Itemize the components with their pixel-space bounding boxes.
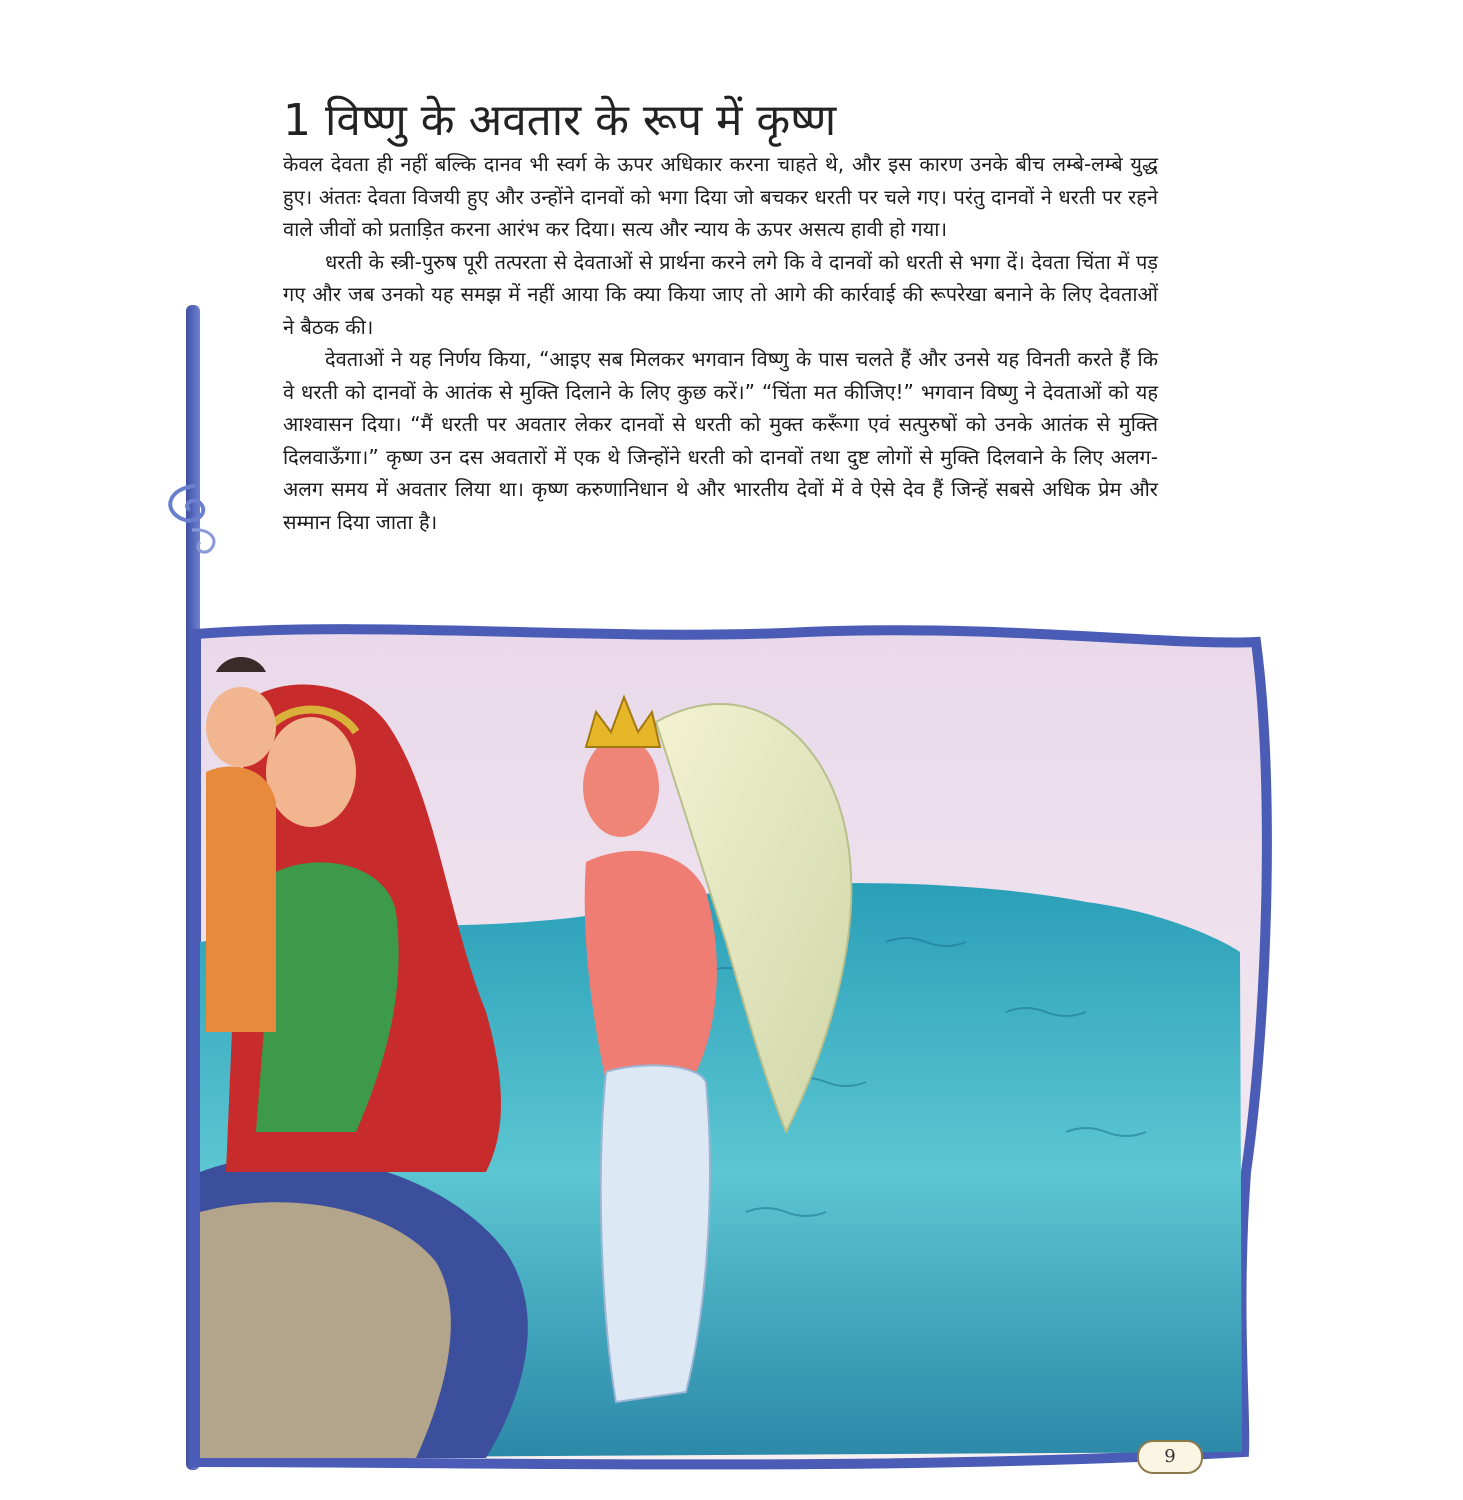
swirl-ornament-icon <box>150 478 240 558</box>
deity-figure <box>585 851 717 1082</box>
paragraph-2: धरती के स्त्री-पुरुष पूरी तत्परता से देवताओं से प्रार्थना करने लगे कि वे दानवों को धरती से भगा दें। देवता चिंता में पड़ गए और जब उनको यह समझ में नहीं आया कि क्या किया जाए तो आगे की कार्रवाई की रूपरेखा बनाने के लिए देवताओं ने बैठक की। <box>283 249 1158 339</box>
chapter-heading: 1 विष्णु के अवतार के रूप में कृष्ण <box>283 95 837 146</box>
paragraph-3: देवताओं ने यह निर्णय किया, “आइए सब मिलकर भगवान विष्णु के पास चलते हैं और उनसे यह विनती करते हैं कि वे धरती को दानवों के आतंक से मुक्ति दिलाने के लिए कुछ करें।” “चिंता मत कीजिए!” भगवान विष्णु ने देवताओं को यह आश्वासन दिया। “मैं धरती पर अवतार लेकर दानवों से धरती को मुक्त करूँगा एवं सत्पुरुषों को उनके आतंक से मुक्ति दिलवाऊँगा।” कृष्ण उन दस अवतारों में एक थे जिन्होंने धरती को दानवों तथा दुष्ट लोगों से मुक्ति दिलवाने के लिए अलग-अलग समय में अवतार लिया था। कृष्ण करुणानिधान थे और भारतीय देवों में वे ऐसे देव हैं जिन्हें सबसे अधिक प्रेम और सम्मान दिया जाता है। <box>283 347 1158 534</box>
illustration <box>186 612 1296 1492</box>
body-text <box>283 148 1158 538</box>
dhoti <box>601 1065 710 1402</box>
page-number: 9 <box>1137 1440 1203 1474</box>
paragraph-1: केवल देवता ही नहीं बल्कि दानव भी स्वर्ग के ऊपर अधिकार करना चाहते थे, और इस कारण उनके बीच लम्बे-लम्बे युद्ध हुए। अंततः देवता विजयी हुए और उन्होंने दानवों को भगा दिया जो बचकर धरती पर चले गए। परंतु दानवों ने धरती पर रहने वाले जीवों को प्रताड़ित करना आरंभ कर दिया। सत्य और न्याय के ऊपर असत्य हावी हो गया। <box>283 152 1158 241</box>
